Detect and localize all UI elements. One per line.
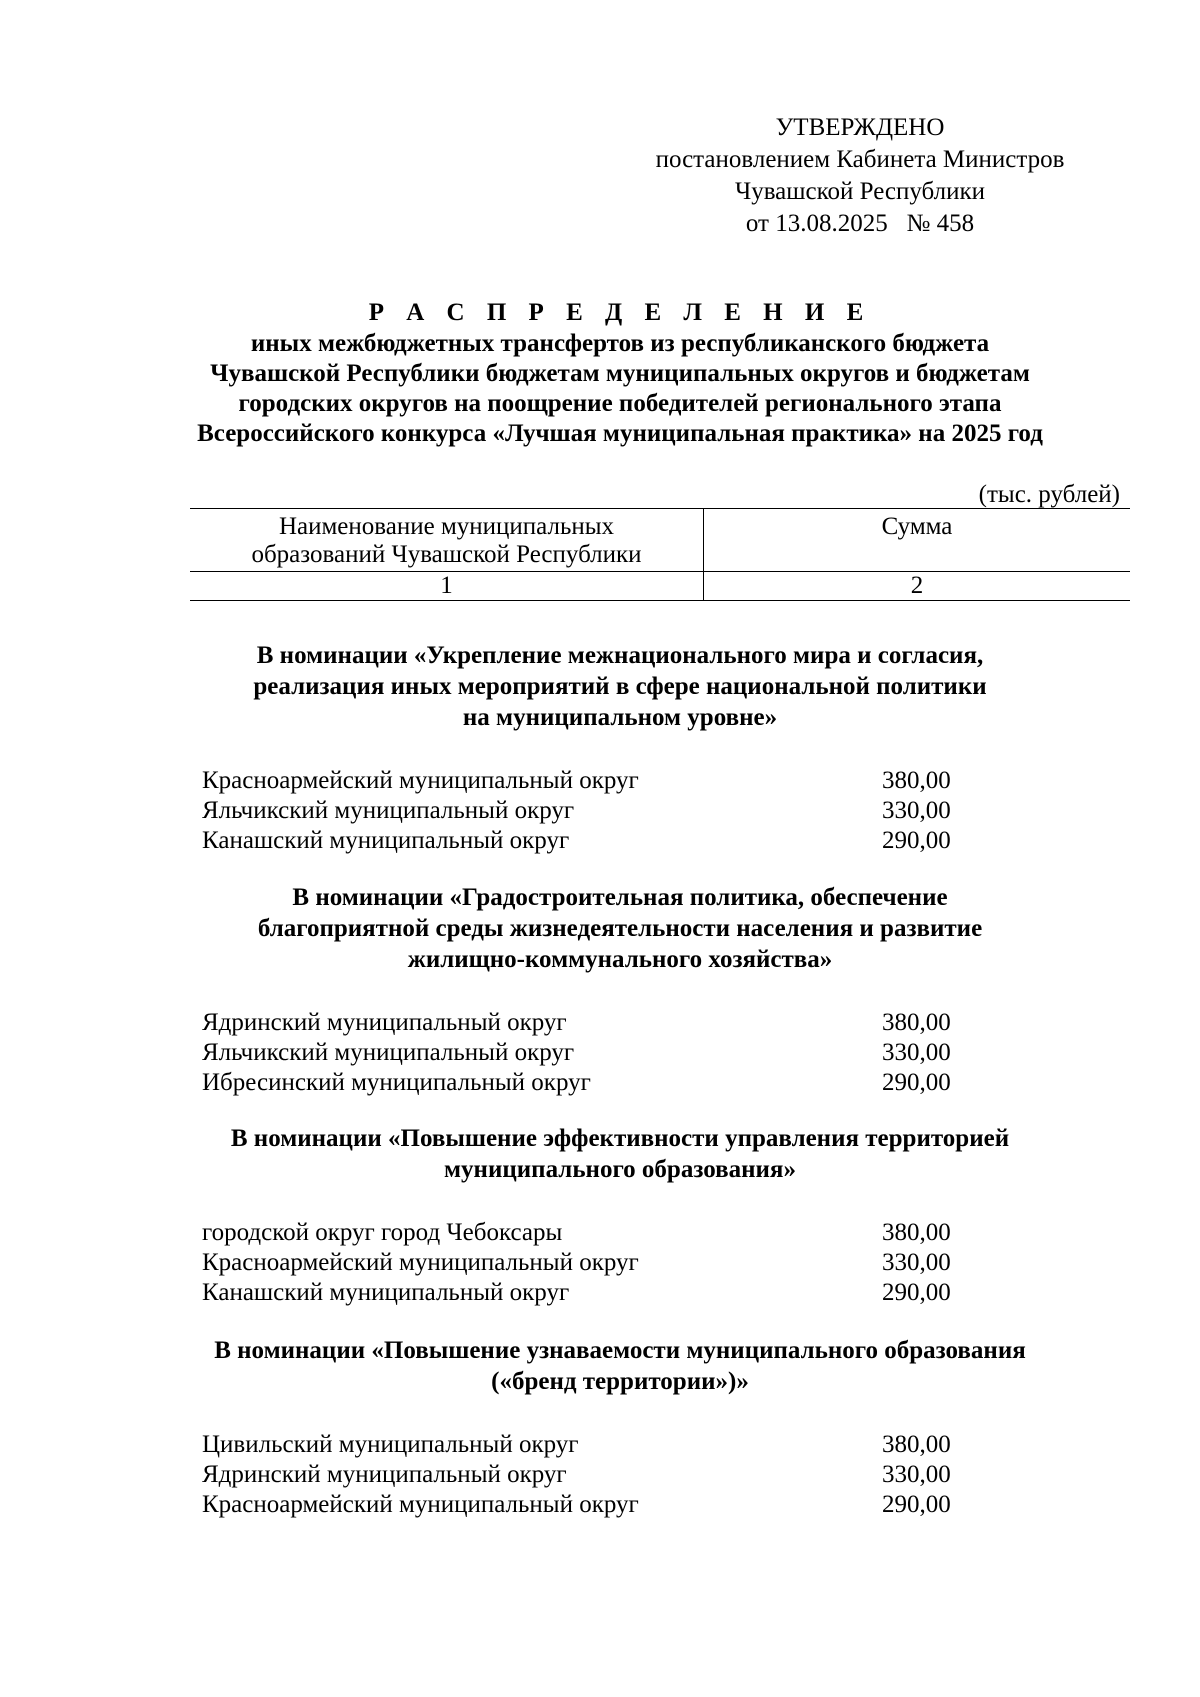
nomination-title-line: В номинации «Повышение узнаваемости муниципального образования [214,1337,1026,1364]
municipality-name: Ядринский муниципальный округ [202,1009,567,1036]
list-item [120,1218,1120,1248]
column-number-2: 2 [704,572,1131,601]
amount-value: 290,00 [882,1069,951,1096]
municipality-name: Цивильский муниципальный округ [202,1431,579,1458]
municipality-name: городской округ город Чебоксары [202,1219,563,1246]
units-note: (тыс. рублей) [978,481,1120,508]
amount-value: 330,00 [882,797,951,824]
nomination-title-line: реализация иных мероприятий в сфере национальной политики [253,673,987,700]
nomination-section-3 [120,1123,1120,1308]
winners-list [120,1008,1120,1098]
approval-authority: постановлением Кабинета Министров [655,146,1065,173]
list-item [120,1008,1120,1038]
amount-value: 330,00 [882,1249,951,1276]
municipality-name: Красноармейский муниципальный округ [202,767,639,794]
nomination-section-1 [120,640,1120,856]
municipality-name: Канашский муниципальный округ [202,1279,570,1306]
title-line-3: городских округов на поощрение победителей регионального этапа [238,390,1002,417]
column-number-1: 1 [190,572,704,601]
nomination-title [120,640,1120,733]
nomination-title [120,1123,1120,1185]
winners-list [120,1430,1120,1520]
column-header-name [190,509,704,572]
list-item [120,1430,1120,1460]
column-header-name-line-2: образований Чувашской Республики [251,541,642,568]
municipality-name: Яльчикский муниципальный округ [202,797,575,824]
nomination-title [120,1335,1120,1397]
municipality-name: Канашский муниципальный округ [202,827,570,854]
municipality-name: Яльчикский муниципальный округ [202,1039,575,1066]
amount-value: 380,00 [882,1009,951,1036]
approval-region: Чувашской Республики [734,178,986,205]
list-item [120,796,1120,826]
list-item [120,1038,1120,1068]
municipality-name: Красноармейский муниципальный округ [202,1491,639,1518]
municipality-name: Ядринский муниципальный округ [202,1461,567,1488]
list-item [120,1490,1120,1520]
list-item [120,1460,1120,1490]
amount-value: 330,00 [882,1039,951,1066]
nomination-title-line: В номинации «Повышение эффективности управления территорией [230,1125,1010,1152]
municipality-name: Красноармейский муниципальный округ [202,1249,639,1276]
nomination-section-2 [120,882,1120,1098]
amount-value: 330,00 [882,1461,951,1488]
title-heading: Р А С П Р Е Д Е Л Е Н И Е [368,299,872,326]
nomination-title-line: на муниципальном уровне» [462,704,778,731]
title-line-1: иных межбюджетных трансфертов из республиканского бюджета [250,330,990,357]
nomination-title-line: благоприятной среды жизнедеятельности населения и развитие [257,915,983,942]
table-header [190,508,1130,601]
nomination-title-line: («бренд территории»)» [491,1368,749,1395]
amount-value: 380,00 [882,767,951,794]
nomination-section-4 [120,1335,1120,1520]
amount-value: 290,00 [882,1491,951,1518]
column-header-name-line-1: Наименование муниципальных [278,513,615,540]
nomination-title-line: муниципального образования» [444,1156,796,1183]
title-line-4: Всероссийского конкурса «Лучшая муниципальная практика» на 2025 год [197,420,1043,447]
list-item [120,766,1120,796]
amount-value: 380,00 [882,1219,951,1246]
nomination-title-line: В номинации «Укрепление межнационального мира и согласия, [256,642,984,669]
list-item [120,1068,1120,1098]
approval-date-number: от 13.08.2025 № 458 [745,210,975,237]
nomination-title [120,882,1120,975]
amount-value: 290,00 [882,827,951,854]
nomination-title-line: В номинации «Градостроительная политика, обеспечение [292,884,948,911]
column-header-amount: Сумма [704,509,1131,572]
amount-value: 290,00 [882,1279,951,1306]
approval-status: УТВЕРЖДЕНО [775,114,945,141]
approval-block [600,112,1120,240]
nomination-title-line: жилищно-коммунального хозяйства» [407,946,833,973]
document-title [120,298,1120,449]
list-item [120,1278,1120,1308]
title-line-2: Чувашской Республики бюджетам муниципальных округов и бюджетам [210,360,1030,387]
amount-value: 380,00 [882,1431,951,1458]
municipality-name: Ибресинский муниципальный округ [202,1069,591,1096]
winners-list [120,1218,1120,1308]
winners-list [120,766,1120,856]
list-item [120,1248,1120,1278]
list-item [120,826,1120,856]
